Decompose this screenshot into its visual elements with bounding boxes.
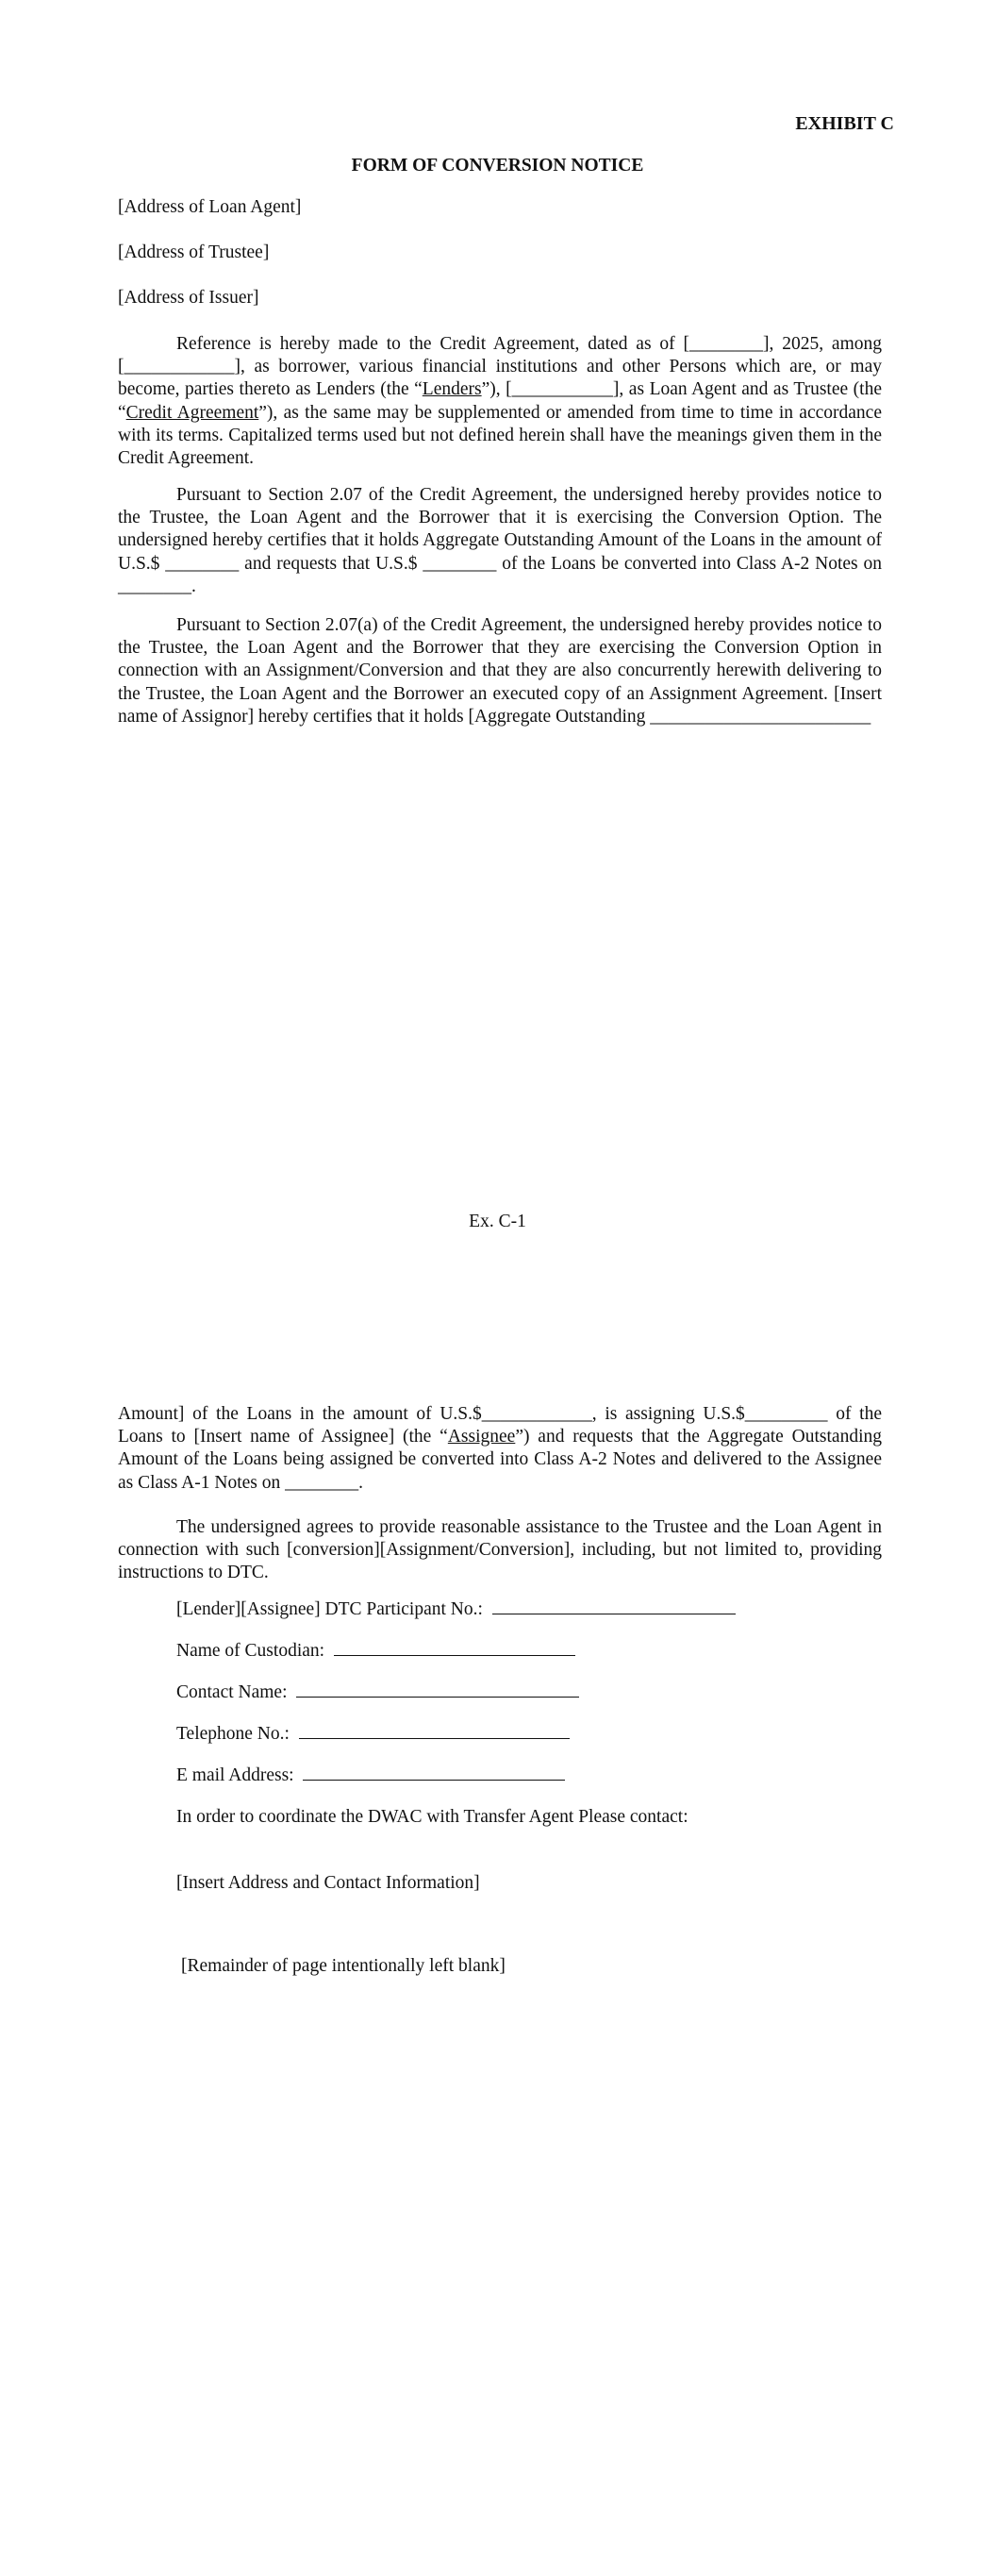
assignor-amount-blank: ________________________ bbox=[650, 706, 871, 727]
credit-agreement-term: Credit Agreement bbox=[125, 402, 259, 423]
form-title: FORM OF CONVERSION NOTICE bbox=[351, 156, 644, 176]
telephone-field bbox=[176, 1724, 570, 1745]
assignee-term: Assignee bbox=[447, 1427, 516, 1447]
paragraph-conversion-option: Pursuant to Section 2.07 of the Credit Agreement, the undersigned hereby provides notice to the Trustee, the Loan Agent and the Borrower that it is exercising the Conversion Option. The undersigned hereby certifies that it holds Aggregate Outstanding Amount of the Loans in the amount of U.S.$ ________ and requests that U.S.$ ________ of the Loans be converted into Class A-2 Notes on ________. bbox=[118, 485, 882, 596]
address-issuer: [Address of Issuer] bbox=[118, 288, 259, 308]
address-trustee: [Address of Trustee] bbox=[118, 243, 270, 262]
address-loan-agent: [Address of Loan Agent] bbox=[118, 197, 302, 217]
dtc-participant-blank bbox=[492, 1613, 736, 1614]
page-number: Ex. C-1 bbox=[469, 1212, 526, 1231]
contact-name-field bbox=[176, 1682, 579, 1703]
custodian-label: Name of Custodian: bbox=[176, 1641, 325, 1661]
dtc-participant-label: [Lender][Assignee] DTC Participant No.: bbox=[176, 1599, 483, 1619]
lenders-term: Lenders bbox=[422, 379, 482, 400]
email-field bbox=[176, 1765, 565, 1786]
contact-name-label: Contact Name: bbox=[176, 1682, 288, 1702]
paragraph-reference: Reference is hereby made to the Credit Agreement, dated as of [________], 2025, among [____________], as borrower, various financial institutions and other Persons which are, or may become, parties thereto as Lenders (the “Lenders”), [___________], as Loan Agent and as Trustee (the “Credit Agreement”), as the same may be supplemented or amended from time to time in accordance with its terms. Capitalized terms used but not defined herein shall have the meanings given them in the Credit Agreement. bbox=[118, 334, 882, 469]
paragraph-assignment-amount: Amount] of the Loans in the amount of U.S.$____________, is assigning U.S.$_________ of the Loans to [Insert name of Assignee] (the “Assignee”) and requests that the Aggregate Outstanding Amount of the Loans being assigned be converted into Class A-2 Notes and delivered to the Assignee as Class A-1 Notes on ________. bbox=[118, 1404, 882, 1493]
email-blank bbox=[303, 1779, 565, 1781]
telephone-blank bbox=[299, 1737, 570, 1739]
dwac-note: In order to coordinate the DWAC with Transfer Agent Please contact: bbox=[176, 1807, 688, 1827]
dtc-participant-field bbox=[176, 1599, 736, 1620]
remainder-note: [Remainder of page intentionally left blank] bbox=[181, 1956, 506, 1976]
paragraph-assistance: The undersigned agrees to provide reasonable assistance to the Trustee and the Loan Agent in connection with such [conversion][Assignment/Conversion], including, but not limited to, providing instructions to DTC. bbox=[118, 1517, 882, 1583]
telephone-label: Telephone No.: bbox=[176, 1724, 290, 1744]
exhibit-label: EXHIBIT C bbox=[795, 113, 894, 134]
contact-name-blank bbox=[296, 1696, 579, 1698]
insert-address: [Insert Address and Contact Information] bbox=[176, 1873, 480, 1893]
custodian-field bbox=[176, 1641, 575, 1662]
paragraph-assignment-conversion: Pursuant to Section 2.07(a) of the Credit Agreement, the undersigned hereby provides notice to the Trustee, the Loan Agent and the Borrower that they are exercising the Conversion Option in connection with an Assignment/Conversion and that they are also concurrently herewith delivering to the Trustee, the Loan Agent and the Borrower an executed copy of an Assignment Agreement. [Insert name of Assignor] hereby certifies that it holds [Aggregate Outstanding ________________________ bbox=[118, 615, 882, 727]
custodian-blank bbox=[334, 1654, 575, 1656]
email-label: E mail Address: bbox=[176, 1765, 294, 1785]
